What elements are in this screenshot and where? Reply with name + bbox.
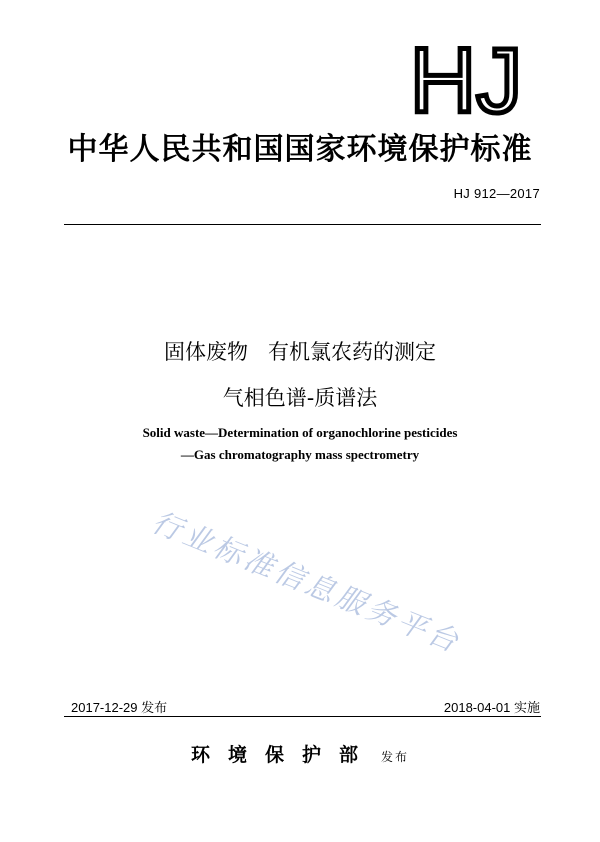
english-title-line-2: —Gas chromatography mass spectrometry [180, 447, 420, 462]
issue-date: 2017-12-29 发布 [71, 700, 168, 715]
watermark [147, 500, 522, 660]
hj-logo [405, 40, 527, 118]
logo-text: HJ [409, 40, 523, 118]
standard-number: HJ 912—2017 [453, 186, 540, 201]
english-title-line-1: Solid waste—Determination of organochlorine pesticides [142, 425, 458, 440]
bottom-divider [64, 716, 541, 717]
publisher-line [0, 740, 600, 767]
chinese-title-line-1: 固体废物 有机氯农药的测定 [163, 340, 437, 364]
publisher-name: 环境保护部 [190, 744, 376, 766]
chinese-title-line-2: 气相色谱-质谱法 [222, 386, 378, 410]
watermark-text: 行业标准信息服务平台 [147, 504, 467, 660]
issuing-authority-title: 中华人民共和国国家环境保护标准 [67, 132, 533, 167]
top-divider [64, 224, 541, 225]
effective-date: 2018-04-01 实施 [443, 700, 540, 715]
publisher-suffix: 发布 [381, 750, 410, 764]
